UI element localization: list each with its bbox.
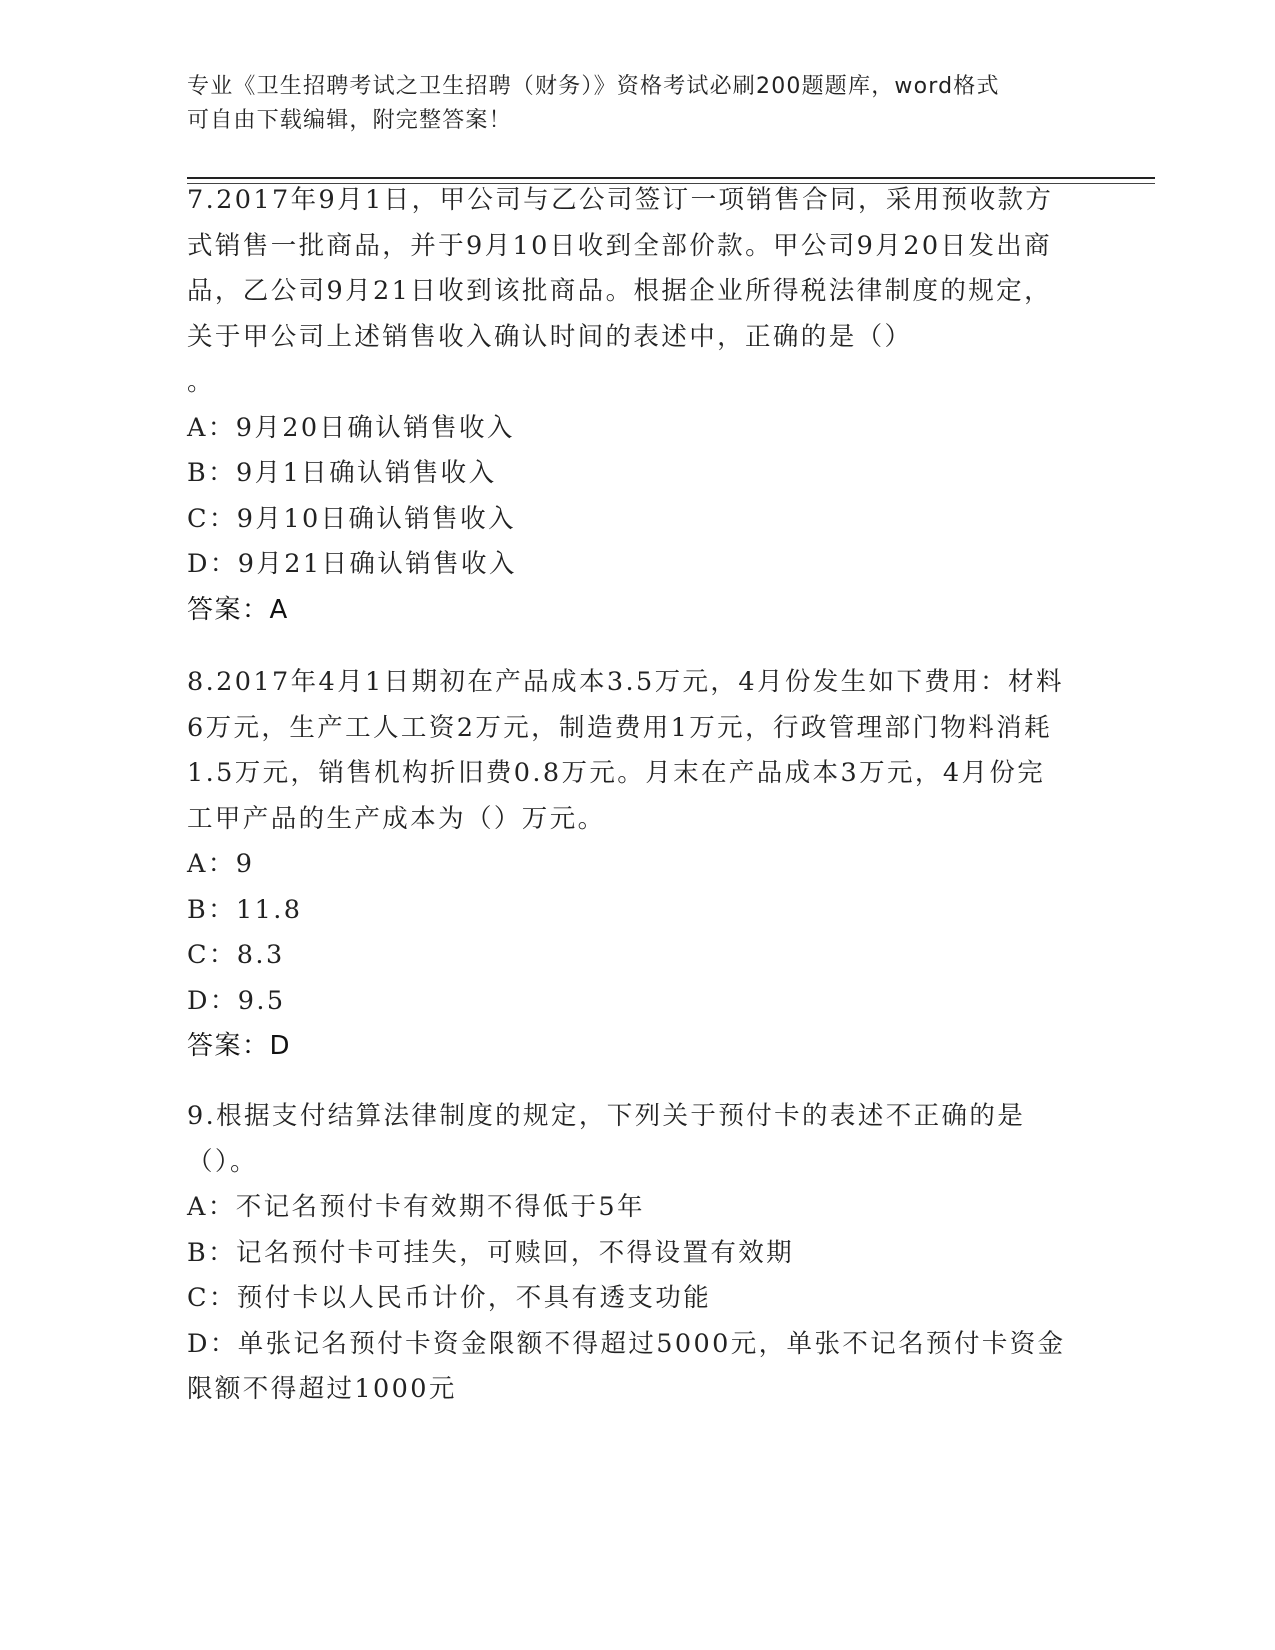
question-9-option-b: B：记名预付卡可挂失，可赎回，不得设置有效期 [187, 1237, 795, 1268]
question-7 [187, 178, 1067, 633]
question-8-answer: 答案：D [187, 1031, 292, 1061]
question-8-option-c: C：8.3 [187, 940, 285, 970]
question-9 [187, 1094, 1067, 1413]
question-7-option-c: C：9月10日确认销售收入 [187, 503, 516, 534]
question-9-stem: 9.根据支付结算法律制度的规定，下列关于预付卡的表述不正确的是（）。 [187, 1101, 1026, 1177]
question-7-option-d: D：9月21日确认销售收入 [187, 549, 517, 579]
question-8-option-d: D：9.5 [187, 985, 286, 1016]
question-7-stem-tail: 。 [187, 367, 215, 397]
question-7-stem-text: 7.2017年9月1日，甲公司与乙公司签订一项销售合同，采用预收款方式销售一批商品，并于9月10日收到全部价款。甲公司9月20日发出商品，乙公司9月21日收到该批商品。根据企业所得税法律制度的规定，关于甲公司上述销售收入确认时间的表述中，正确的是（） [187, 185, 1054, 352]
question-7-option-b: B：9月1日确认销售收入 [187, 458, 497, 488]
question-7-stem [187, 178, 1067, 406]
question-8-stem: 8.2017年4月1日期初在产品成本3.5万元，4月份发生如下费用：材料6万元，生产工人工资2万元，制造费用1万元，行政管理部门物料消耗1.5万元，销售机构折旧费0.8万元。月末在产品成本3万元，4月份完工甲产品的生产成本为（）万元。 [187, 667, 1064, 834]
question-8 [187, 660, 1067, 1070]
header-line-2: 可自由下载编辑，附完整答案！ [187, 108, 512, 133]
question-9-option-a: A：不记名预付卡有效期不得低于5年 [187, 1192, 645, 1222]
question-8-option-a: A：9 [187, 849, 255, 879]
question-9-option-d: D：单张记名预付卡资金限额不得超过5000元，单张不记名预付卡资金限额不得超过1000元 [187, 1328, 1066, 1404]
header-line-1: 专业《卫生招聘考试之卫生招聘（财务）》资格考试必刷200题题库，word格式 [187, 74, 1000, 99]
question-9-option-c: C：预付卡以人民币计价，不具有透支功能 [187, 1283, 712, 1313]
question-8-option-b: B：11.8 [187, 894, 303, 925]
question-7-option-a: A：9月20日确认销售收入 [187, 412, 515, 443]
question-7-answer: 答案：A [187, 594, 289, 625]
document-header [187, 70, 1067, 138]
